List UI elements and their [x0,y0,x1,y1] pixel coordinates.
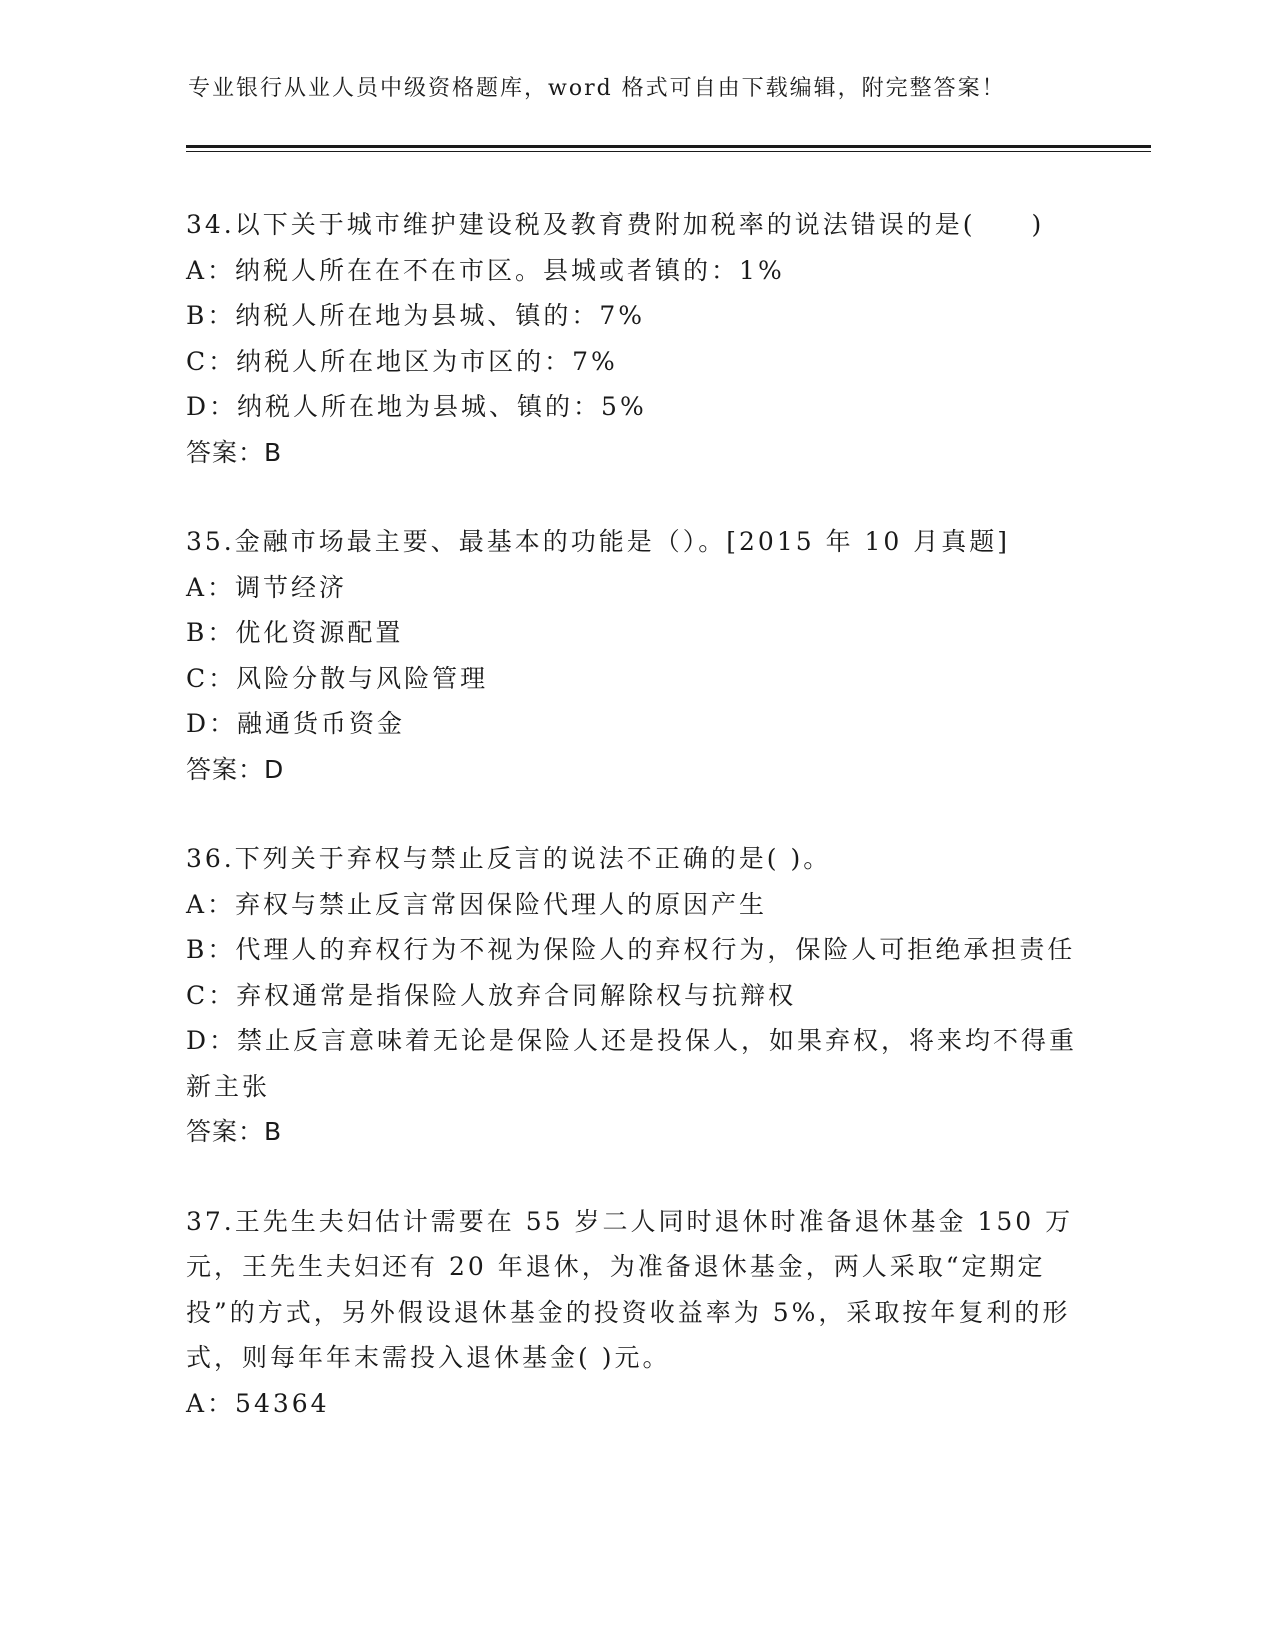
question-34 [186,202,1086,475]
option-a: A：54364 [186,1388,330,1418]
question-list [186,202,1086,1470]
question-stem: 37.王先生夫妇估计需要在 55 岁二人同时退休时准备退休基金 150 万元，王先生夫妇还有 20 年退休，为准备退休基金，两人采取“定期定投”的方式，另外假设退休基金的投资收益率为 5%，采取按年复利的形式，则每年年末需投入退休基金( )元。 [186,1206,1074,1372]
question-35 [186,519,1086,792]
answer-line: 答案：D [186,754,285,784]
question-stem: 35.金融市场最主要、最基本的功能是（）。[2015 年 10 月真题] [186,527,1011,556]
option-b: B：优化资源配置 [186,618,404,647]
answer-line: 答案：B [186,1117,283,1146]
question-stem: 34.以下关于城市维护建设税及教育费附加税率的说法错误的是( ) [186,210,1045,239]
header-divider-thin [186,151,1151,152]
answer-line: 答案：B [186,437,283,467]
question-37 [186,1199,1086,1427]
option-d: D：纳税人所在地为县城、镇的：5% [186,392,647,421]
option-b: B：纳税人所在地为县城、镇的：7% [186,301,646,330]
option-a: A：纳税人所在在不在市区。县城或者镇的：1% [186,255,785,285]
option-c: C：纳税人所在地区为市区的：7% [186,346,618,376]
option-a: A：弃权与禁止反言常因保险代理人的原因产生 [186,889,768,919]
option-d: D：禁止反言意味着无论是保险人还是投保人，如果弃权，将来均不得重新主张 [186,1026,1078,1101]
header-divider [186,145,1151,148]
question-stem: 36.下列关于弃权与禁止反言的说法不正确的是( )。 [186,844,832,873]
page-header: 专业银行从业人员中级资格题库，word 格式可自由下载编辑，附完整答案！ [188,76,1006,101]
option-c: C：风险分散与风险管理 [186,663,489,693]
option-d: D：融通货币资金 [186,709,406,738]
question-36 [186,836,1086,1155]
option-b: B：代理人的弃权行为不视为保险人的弃权行为，保险人可拒绝承担责任 [186,935,1076,964]
option-c: C：弃权通常是指保险人放弃合同解除权与抗辩权 [186,980,797,1010]
option-a: A：调节经济 [186,572,348,602]
